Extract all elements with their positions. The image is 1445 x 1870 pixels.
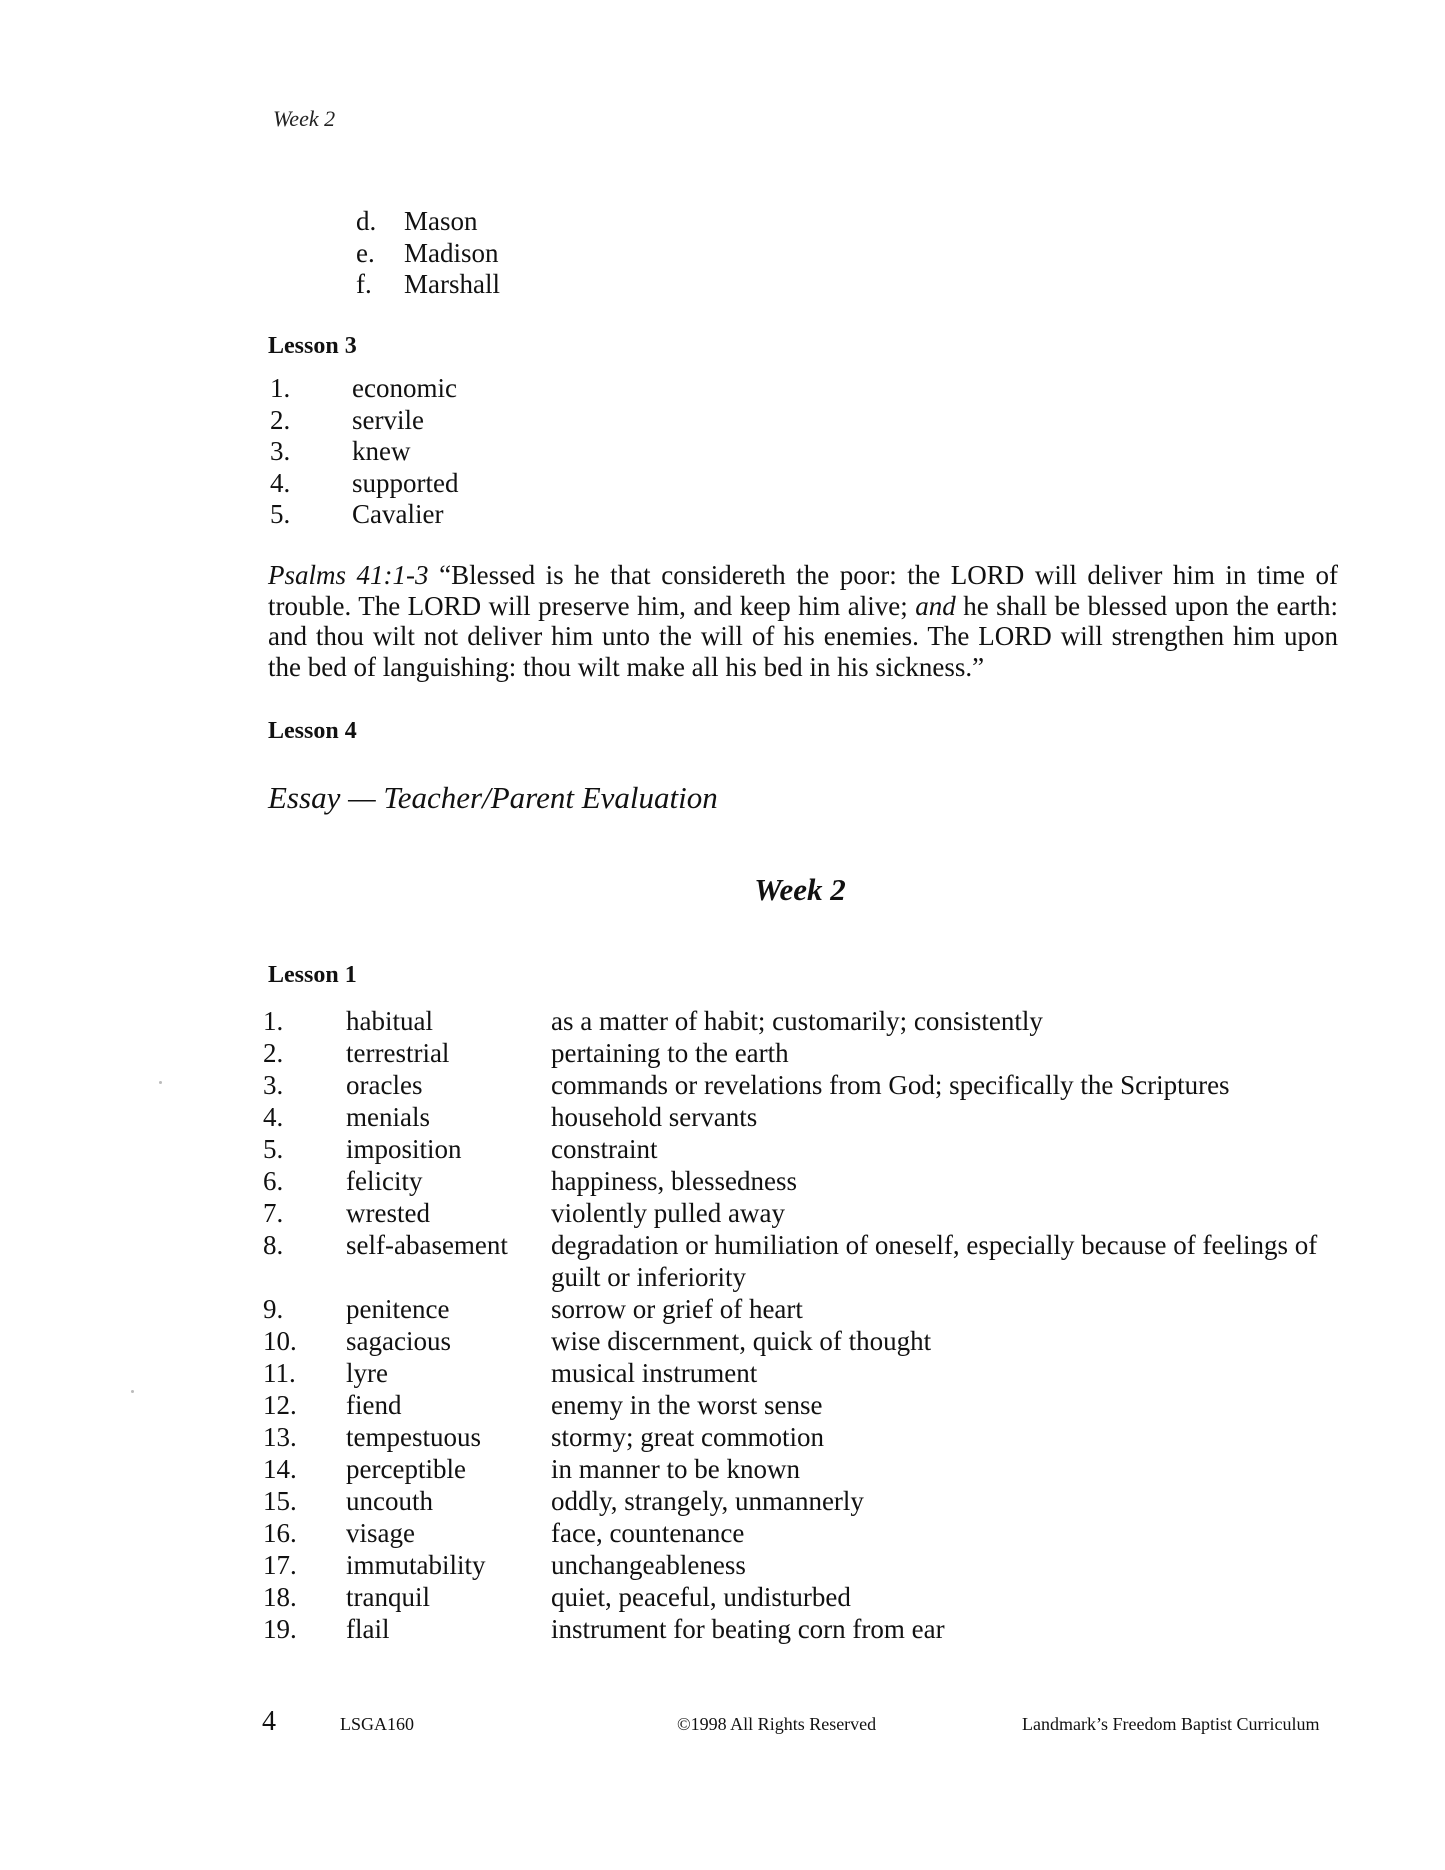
item-number: 8. — [263, 1230, 284, 1260]
item-number: 2. — [270, 404, 291, 435]
table-row — [263, 1357, 1343, 1389]
running-head: Week 2 — [273, 106, 336, 131]
item-text: servile — [352, 404, 424, 435]
page-footer — [0, 1706, 1445, 1746]
table-row — [263, 1197, 1343, 1229]
vocab-definition: quiet, peaceful, undisturbed — [551, 1582, 851, 1612]
week-title: Week 2 — [754, 872, 846, 907]
verse-text: “Blessed is he that considereth the poor: the LORD will deliver him in time of trouble. The LORD will preserve him, and keep him alive; — [268, 560, 1338, 621]
vocabulary-table — [263, 1005, 1343, 1645]
item-number: 11. — [263, 1358, 296, 1388]
vocab-definition: stormy; great commotion — [551, 1422, 824, 1452]
item-number: 7. — [263, 1198, 284, 1228]
item-text: economic — [352, 373, 457, 403]
vocab-word: lyre — [346, 1358, 388, 1388]
item-number: 5. — [270, 499, 291, 529]
item-text: Cavalier — [352, 499, 444, 529]
list-item — [270, 373, 458, 405]
list-item-label: d. — [356, 206, 377, 236]
lesson4-heading: Lesson 4 — [268, 718, 357, 744]
table-row — [263, 1165, 1343, 1197]
lesson1-heading: Lesson 1 — [268, 962, 357, 988]
item-number: 14. — [263, 1454, 297, 1484]
item-number: 15. — [263, 1486, 297, 1516]
vocab-word: uncouth — [346, 1486, 433, 1516]
vocab-word: wrested — [346, 1198, 430, 1228]
vocab-definition: commands or revelations from God; specifically the Scriptures — [551, 1070, 1230, 1100]
table-row — [263, 1389, 1343, 1421]
item-number: 9. — [263, 1294, 284, 1324]
item-number: 6. — [263, 1166, 284, 1196]
list-item-text: Madison — [404, 237, 499, 268]
verse-emphasis: and — [915, 590, 956, 621]
table-row — [263, 1005, 1343, 1037]
course-code: LSGA160 — [340, 1714, 415, 1734]
item-text: supported — [352, 467, 459, 498]
table-row — [263, 1037, 1343, 1069]
list-item — [270, 405, 458, 437]
table-row — [263, 1581, 1343, 1613]
vocab-definition: face, countenance — [551, 1518, 745, 1548]
item-number: 5. — [263, 1134, 284, 1164]
item-number: 12. — [263, 1390, 297, 1420]
item-number: 4. — [263, 1102, 284, 1132]
item-number: 19. — [263, 1614, 297, 1644]
table-row — [263, 1517, 1343, 1549]
vocab-definition: in manner to be known — [551, 1454, 800, 1484]
vocab-word: felicity — [346, 1166, 423, 1196]
publisher-name: Landmark’s Freedom Baptist Curriculum — [1022, 1714, 1320, 1734]
item-number: 3. — [263, 1070, 284, 1100]
vocab-word: menials — [346, 1102, 430, 1132]
list-item — [270, 436, 458, 468]
table-row — [263, 1293, 1343, 1325]
vocab-word: visage — [346, 1518, 415, 1548]
table-row — [263, 1613, 1343, 1645]
list-item — [356, 269, 500, 301]
vocab-word: imposition — [346, 1134, 462, 1164]
vocab-word: habitual — [346, 1006, 433, 1036]
vocab-definition: sorrow or grief of heart — [551, 1294, 803, 1324]
scan-speck — [159, 1081, 162, 1084]
table-row — [263, 1485, 1343, 1517]
vocab-definition: constraint — [551, 1134, 658, 1164]
item-number: 17. — [263, 1550, 297, 1580]
table-row — [263, 1325, 1343, 1357]
lesson3-heading: Lesson 3 — [268, 333, 357, 359]
item-number: 13. — [263, 1422, 297, 1452]
scan-speck — [131, 1390, 134, 1393]
table-row — [263, 1421, 1343, 1453]
vocab-definition: enemy in the worst sense — [551, 1390, 823, 1420]
vocab-word: tranquil — [346, 1582, 430, 1612]
lesson3-list — [270, 373, 458, 531]
list-item — [270, 468, 458, 500]
scripture-verse — [268, 560, 1338, 682]
item-number: 2. — [263, 1038, 284, 1068]
item-number: 4. — [270, 467, 291, 498]
vocab-definition: instrument for beating corn from ear — [551, 1614, 945, 1644]
table-row — [263, 1133, 1343, 1165]
list-item-label: e. — [356, 237, 375, 268]
table-row — [263, 1229, 1343, 1293]
page-number: 4 — [262, 1706, 276, 1737]
item-number: 18. — [263, 1582, 297, 1612]
list-item — [270, 499, 458, 531]
vocab-word: fiend — [346, 1390, 402, 1420]
table-row — [263, 1549, 1343, 1581]
vocab-word: immutability — [346, 1550, 486, 1580]
list-item — [356, 206, 500, 238]
vocab-definition: household servants — [551, 1102, 758, 1132]
vocab-definition: degradation or humiliation of oneself, especially because of feelings of guilt or inferiority — [551, 1230, 1318, 1292]
essay-note: Essay — Teacher/Parent Evaluation — [268, 780, 718, 815]
vocab-definition: violently pulled away — [551, 1198, 785, 1228]
item-text: knew — [352, 436, 411, 466]
copyright-notice: ©1998 All Rights Reserved — [677, 1714, 877, 1734]
verse-text: he shall be blessed upon the earth: and thou wilt not deliver him unto the will of his enemies. The LORD will strengthen him upon the bed of languishing: thou wilt make all his bed in his sickness.” — [268, 590, 1338, 682]
item-number: 16. — [263, 1518, 297, 1548]
item-number: 1. — [263, 1006, 284, 1036]
vocab-word: self-abasement — [346, 1230, 508, 1260]
list-item-text: Mason — [404, 206, 478, 236]
vocab-definition: happiness, blessedness — [551, 1166, 797, 1196]
list-item-label: f. — [356, 269, 372, 299]
vocab-definition: as a matter of habit; customarily; consistently — [551, 1006, 1043, 1036]
vocab-word: tempestuous — [346, 1422, 481, 1452]
vocab-word: oracles — [346, 1070, 423, 1100]
vocab-word: terrestrial — [346, 1038, 450, 1068]
list-item — [356, 238, 500, 270]
vocab-definition: musical instrument — [551, 1358, 758, 1388]
vocab-definition: pertaining to the earth — [551, 1038, 789, 1068]
vocab-definition: oddly, strangely, unmannerly — [551, 1486, 864, 1516]
item-number: 10. — [263, 1326, 297, 1356]
vocab-word: flail — [346, 1614, 390, 1644]
vocab-definition: wise discernment, quick of thought — [551, 1326, 932, 1356]
list-item-text: Marshall — [404, 269, 500, 299]
vocab-word: penitence — [346, 1294, 450, 1324]
table-row — [263, 1101, 1343, 1133]
vocab-word: sagacious — [346, 1326, 451, 1356]
vocab-word: perceptible — [346, 1454, 466, 1484]
vocab-definition: unchangeableness — [551, 1550, 746, 1580]
table-row — [263, 1069, 1343, 1101]
continued-list — [356, 206, 500, 301]
table-row — [263, 1453, 1343, 1485]
item-number: 3. — [270, 436, 291, 466]
verse-reference: Psalms 41:1-3 — [268, 560, 429, 590]
item-number: 1. — [270, 373, 291, 403]
